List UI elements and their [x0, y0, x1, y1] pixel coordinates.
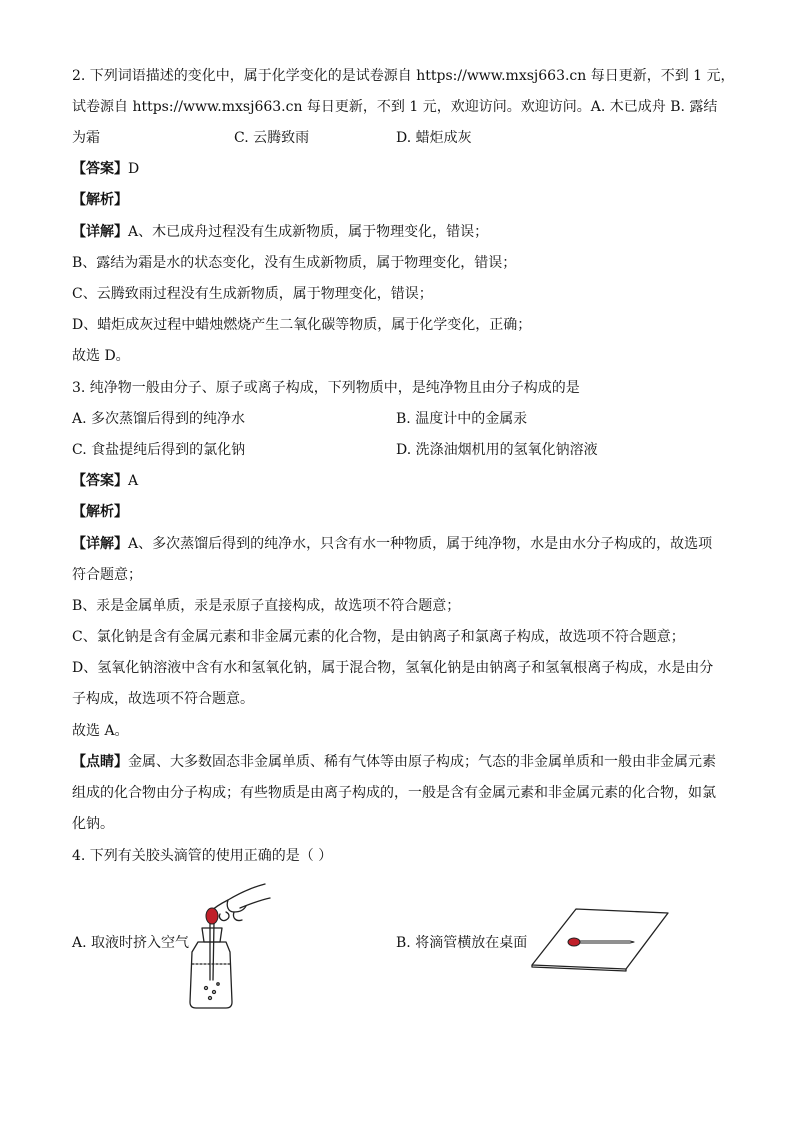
q3-detail-c: C、氯化钠是含有金属元素和非金属元素的化合物，是由钠离子和氯离子构成，故选项不符合题意； [72, 629, 685, 645]
q3-tip-1 [72, 752, 716, 772]
q3-tip-2: 组成的化合物由分子构成；有些物质是由离子构成的，一般是含有金属元素和非金属元素的化合物，如氯 [72, 785, 716, 801]
tip-tag: 【点睛】 [72, 754, 128, 770]
q3-detail-d-2: 子构成，故选项不符合题意。 [72, 691, 254, 707]
q2-answer-line [72, 159, 139, 179]
q2-option-d: D. 蜡炬成灰 [396, 130, 472, 146]
q2-conclusion: 故选 D。 [72, 348, 130, 364]
q2-stem-line-1: 2. 下列词语描述的变化中，属于化学变化的是试卷源自 https://www.mxsj663.cn 每日更新，不到 1 元， [72, 68, 735, 84]
q3-detail-b: B、汞是金属单质，汞是汞原子直接构成，故选项不符合题意； [72, 598, 461, 614]
q2-stem-line-3: 为霜 [72, 130, 100, 146]
q2-detail-a-text: A、木已成舟过程没有生成新物质，属于物理变化，错误； [128, 224, 489, 240]
q2-detail-c: C、云腾致雨过程没有生成新物质，属于物理变化，错误； [72, 286, 433, 302]
q2-detail-d: D、蜡炬成灰过程中蜡烛燃烧产生二氧化碳等物质，属于化学变化，正确； [72, 317, 532, 333]
q3-answer-line [72, 471, 138, 491]
q2-option-c: C. 云腾致雨 [234, 130, 310, 146]
q3-option-b: B. 温度计中的金属汞 [396, 411, 528, 427]
q3-option-c: C. 食盐提纯后得到的氯化钠 [72, 442, 246, 458]
dropper-bulb-on-table [568, 938, 580, 946]
q3-analysis-tag: 【解析】 [72, 504, 128, 520]
q4-stem: 4. 下列有关胶头滴管的使用正确的是（ ） [72, 848, 333, 864]
q3-detail-d-1: D、氢氧化钠溶液中含有水和氢氧化钠，属于混合物，氢氧化钠是由钠离子和氢氧根离子构成，水是由分 [72, 660, 714, 676]
q3-answer-value: A [128, 473, 139, 489]
q3-option-d: D. 洗涤油烟机用的氢氧化钠溶液 [396, 442, 598, 458]
q2-analysis-tag: 【解析】 [72, 192, 128, 208]
detail-tag: 【详解】 [72, 224, 128, 240]
dropper-on-table-figure [530, 905, 670, 975]
q2-detail-b: B、露结为霜是水的状态变化，没有生成新物质，属于物理变化，错误； [72, 255, 517, 271]
q3-conclusion: 故选 A。 [72, 723, 129, 739]
q2-stem-line-2: 试卷源自 https://www.mxsj663.cn 每日更新，不到 1 元，欢迎访问。欢迎访问。A. 木已成舟 B. 露结 [72, 99, 718, 115]
answer-tag: 【答案】 [72, 161, 128, 177]
q2-detail-a [72, 222, 488, 242]
detail-tag: 【详解】 [72, 536, 128, 552]
q3-tip-1-text: 金属、大多数固态非金属单质、稀有气体等由原子构成；气态的非金属单质和一般由非金属元素 [128, 754, 716, 770]
q3-detail-a-2: 符合题意； [72, 567, 142, 583]
q3-detail-a-1 [72, 534, 712, 554]
dropper-bulb [206, 908, 218, 924]
q2-answer-value: D [128, 161, 140, 177]
dropper-bottle-figure [180, 880, 290, 1010]
answer-tag: 【答案】 [72, 473, 128, 489]
q3-tip-3: 化钠。 [72, 816, 114, 832]
q3-stem: 3. 纯净物一般由分子、原子或离子构成，下列物质中，是纯净物且由分子构成的是 [72, 380, 580, 396]
q4-option-b: B. 将滴管横放在桌面 [396, 935, 528, 951]
q3-option-a: A. 多次蒸馏后得到的纯净水 [72, 411, 246, 427]
q3-detail-a-1-text: A、多次蒸馏后得到的纯净水，只含有水一种物质，属于纯净物，水是由水分子构成的，故选项 [128, 536, 713, 552]
q4-option-a: A. 取液时挤入空气 [72, 935, 190, 951]
